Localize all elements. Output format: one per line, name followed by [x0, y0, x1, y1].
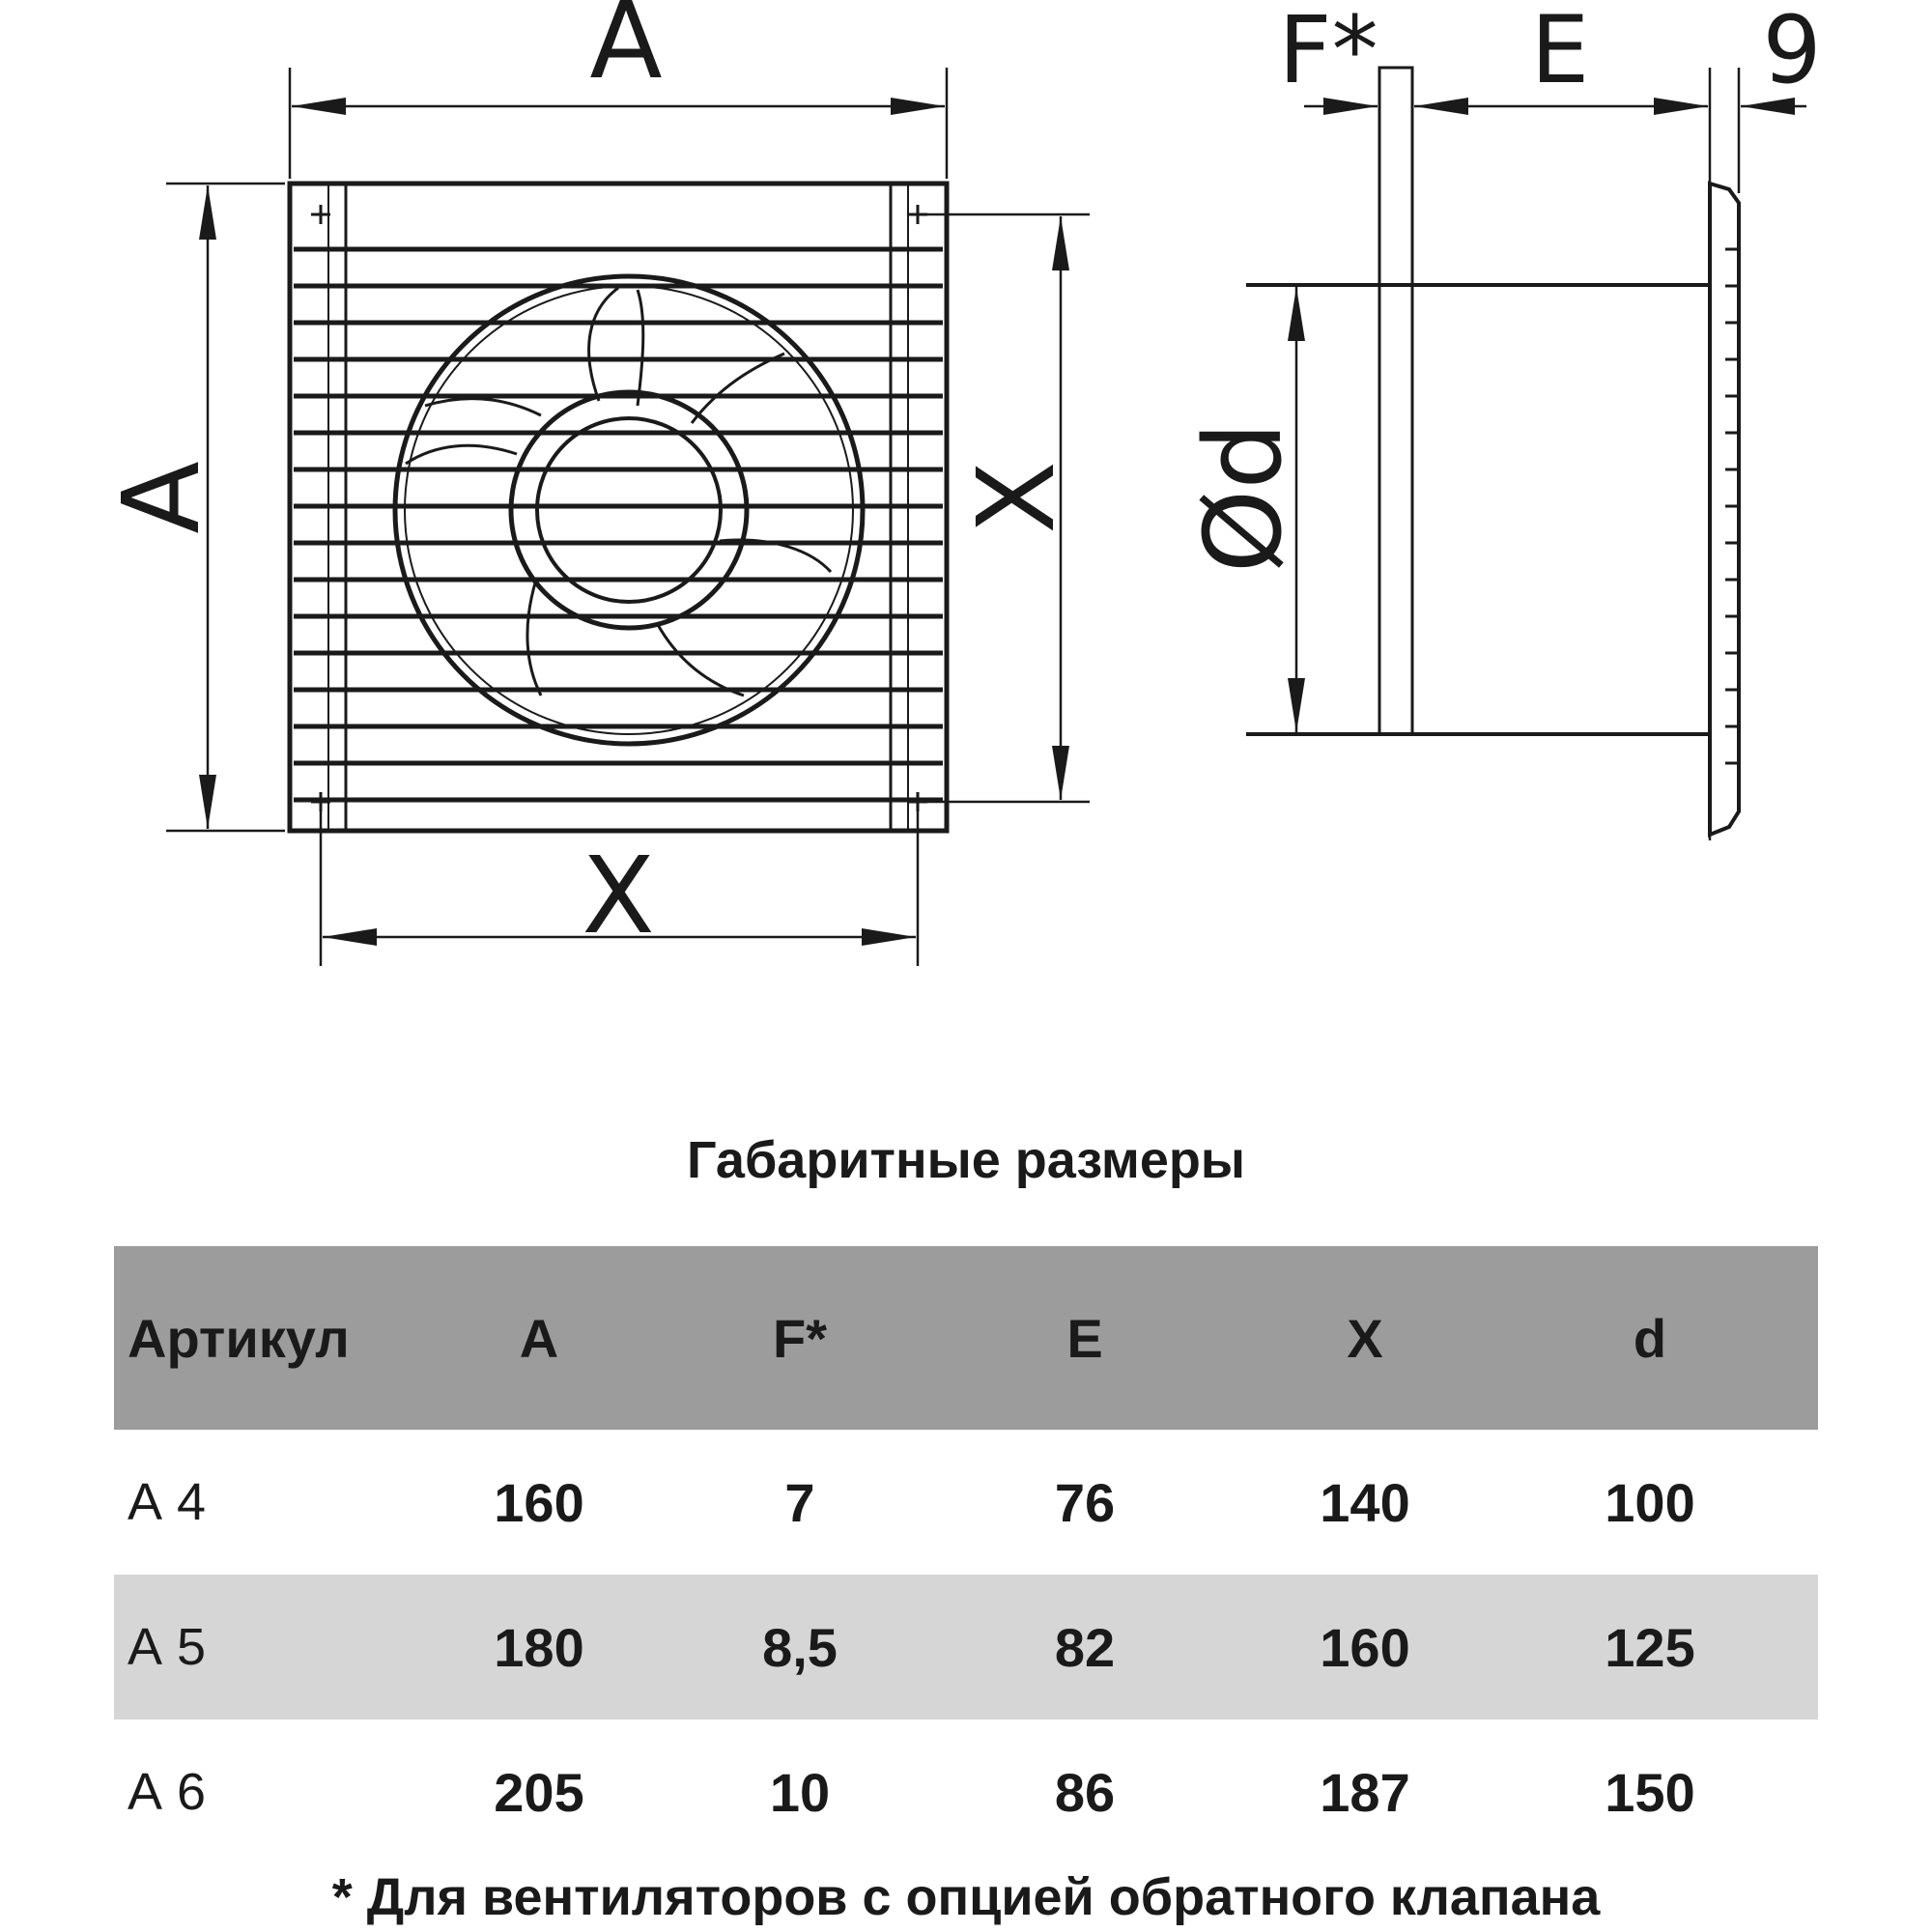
- fan-hub-ring: [511, 392, 747, 628]
- fan-outer-ring: [395, 276, 863, 744]
- table-header-row: [114, 1246, 1818, 1430]
- cell-article: А 4: [128, 1473, 207, 1531]
- cell-a: 160: [494, 1471, 584, 1533]
- cell-article: А 6: [128, 1763, 207, 1821]
- cell-a: 205: [494, 1761, 584, 1823]
- cell-d: 100: [1605, 1471, 1695, 1533]
- cell-f: 7: [784, 1471, 815, 1533]
- dim-a-left-label: A: [99, 461, 223, 534]
- header-x: X: [1347, 1307, 1383, 1369]
- cell-x: 140: [1320, 1471, 1410, 1533]
- cell-e: 76: [1054, 1471, 1116, 1533]
- cell-d: 125: [1605, 1616, 1695, 1678]
- cell-article: А 5: [128, 1618, 207, 1676]
- louvers: [294, 249, 943, 800]
- cell-x: 160: [1320, 1616, 1410, 1678]
- cell-f: 8,5: [762, 1616, 838, 1678]
- cell-a: 180: [494, 1616, 584, 1678]
- header-a: A: [519, 1307, 559, 1369]
- front-view: [166, 68, 1090, 966]
- cell-d: 150: [1605, 1761, 1695, 1823]
- dim-f-label: F*: [1278, 0, 1378, 104]
- header-d: d: [1633, 1307, 1667, 1369]
- header-e: E: [1066, 1307, 1103, 1369]
- fan-hub: [537, 418, 721, 602]
- cell-x: 187: [1320, 1761, 1410, 1823]
- side-faceplate: [1710, 184, 1739, 835]
- table-row: [114, 1575, 1818, 1719]
- table-row: [114, 1430, 1818, 1575]
- footnote: * Для вентиляторов с опцией обратного клапана: [331, 1868, 1601, 1926]
- side-flange: [1379, 68, 1412, 734]
- dim-9-label: 9: [1762, 0, 1822, 104]
- side-view: [1246, 68, 1806, 840]
- dim-d-label: Ød: [1181, 421, 1305, 574]
- table-title: Габаритные размеры: [687, 1131, 1245, 1189]
- dim-x-right-label: X: [954, 461, 1078, 534]
- dimensions-table: [114, 1246, 1818, 1864]
- header-f: F*: [773, 1307, 827, 1369]
- table-row: [114, 1719, 1818, 1864]
- cell-f: 10: [769, 1761, 831, 1823]
- header-article: Артикул: [128, 1307, 350, 1369]
- dim-a-top-label: A: [589, 0, 663, 102]
- cell-e: 86: [1054, 1761, 1116, 1823]
- dim-x-bottom-label: X: [582, 834, 655, 957]
- cell-e: 82: [1054, 1616, 1116, 1678]
- dim-e-label: E: [1530, 0, 1590, 104]
- fan-blades: [406, 288, 831, 696]
